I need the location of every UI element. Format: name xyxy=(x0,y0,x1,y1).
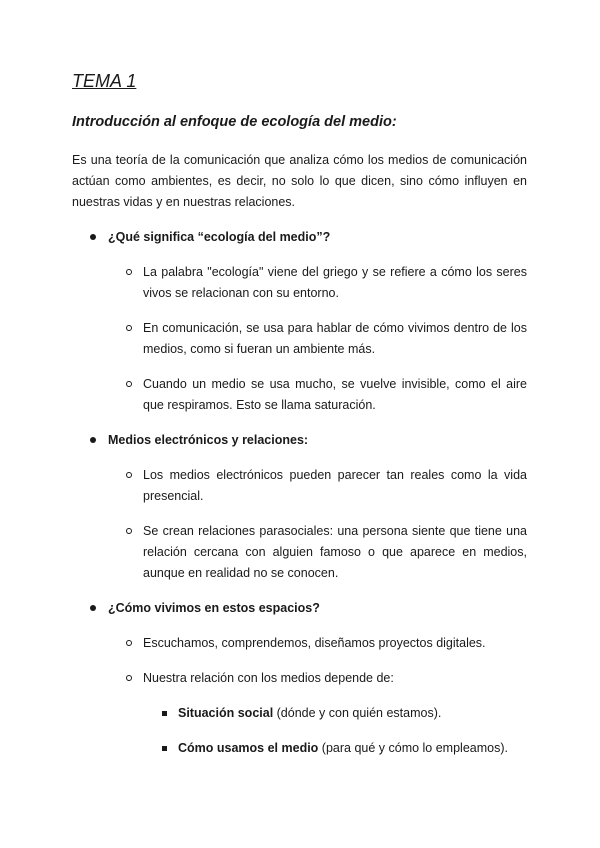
circle-bullet-icon xyxy=(126,472,132,478)
section-subtitle: Introducción al enfoque de ecología del medio: xyxy=(72,114,397,130)
topic-item xyxy=(72,227,527,416)
topic-heading-row xyxy=(72,598,527,619)
subtopic-item xyxy=(126,374,527,416)
subtopic-text: La palabra "ecología" viene del griego y se refiere a cómo los seres vivos se relacionan con su entorno. xyxy=(143,265,527,300)
detail-list xyxy=(72,703,527,759)
subtopic-text: Escuchamos, comprendemos, diseñamos proyectos digitales. xyxy=(143,636,486,650)
detail-bold: Cómo usamos el medio xyxy=(178,741,319,755)
page-title: TEMA 1 xyxy=(72,71,137,91)
topic-item xyxy=(72,430,527,584)
detail-text xyxy=(178,703,441,724)
topic-heading-row xyxy=(72,227,527,248)
subtopic-list xyxy=(72,633,527,689)
subtopic-text: En comunicación, se usa para hablar de cómo vivimos dentro de los medios, como si fueran un ambiente más. xyxy=(143,321,527,356)
circle-bullet-icon xyxy=(126,381,132,387)
subtopic-item xyxy=(126,465,527,507)
topic-heading: Medios electrónicos y relaciones: xyxy=(108,433,309,447)
subtopic-text: Se crean relaciones parasociales: una persona siente que tiene una relación cercana con alguien famoso o que aparece en medios, aunque en realidad no se conocen. xyxy=(143,524,527,580)
circle-bullet-icon xyxy=(126,675,132,681)
disc-bullet-icon xyxy=(90,437,96,443)
detail-item xyxy=(162,738,527,759)
detail-item xyxy=(162,703,527,724)
subtopic-list xyxy=(72,262,527,416)
subtopic-item xyxy=(126,318,527,360)
topic-heading: ¿Cómo vivimos en estos espacios? xyxy=(108,601,320,615)
topic-item xyxy=(72,598,527,759)
detail-bold: Situación social xyxy=(178,706,274,720)
disc-bullet-icon xyxy=(90,605,96,611)
circle-bullet-icon xyxy=(126,640,132,646)
subtopic-text: Los medios electrónicos pueden parecer tan reales como la vida presencial. xyxy=(143,468,527,503)
square-bullet-icon xyxy=(162,711,167,716)
document-page xyxy=(72,70,527,759)
subtopic-list xyxy=(72,465,527,584)
subtopic-text: Nuestra relación con los medios depende de: xyxy=(143,671,394,685)
subtopic-item xyxy=(126,521,527,584)
subtopic-text: Cuando un medio se usa mucho, se vuelve invisible, como el aire que respiramos. Esto se llama saturación. xyxy=(143,377,527,412)
subtopic-item xyxy=(126,633,527,654)
circle-bullet-icon xyxy=(126,269,132,275)
circle-bullet-icon xyxy=(126,528,132,534)
subtopic-item xyxy=(126,668,527,689)
detail-rest: (para qué y cómo lo empleamos). xyxy=(318,741,508,755)
detail-text xyxy=(178,738,508,759)
intro-paragraph: Es una teoría de la comunicación que analiza cómo los medios de comunicación actúan como ambientes, es decir, no solo lo que dicen, sino cómo influyen en nuestras vidas y en nuestras relaciones. xyxy=(72,153,527,209)
disc-bullet-icon xyxy=(90,234,96,240)
topic-heading: ¿Qué significa “ecología del medio”? xyxy=(108,230,331,244)
topic-heading-row xyxy=(72,430,527,451)
detail-rest: (dónde y con quién estamos). xyxy=(273,706,442,720)
subtopic-item xyxy=(126,262,527,304)
square-bullet-icon xyxy=(162,746,167,751)
topic-list xyxy=(72,227,527,759)
circle-bullet-icon xyxy=(126,325,132,331)
